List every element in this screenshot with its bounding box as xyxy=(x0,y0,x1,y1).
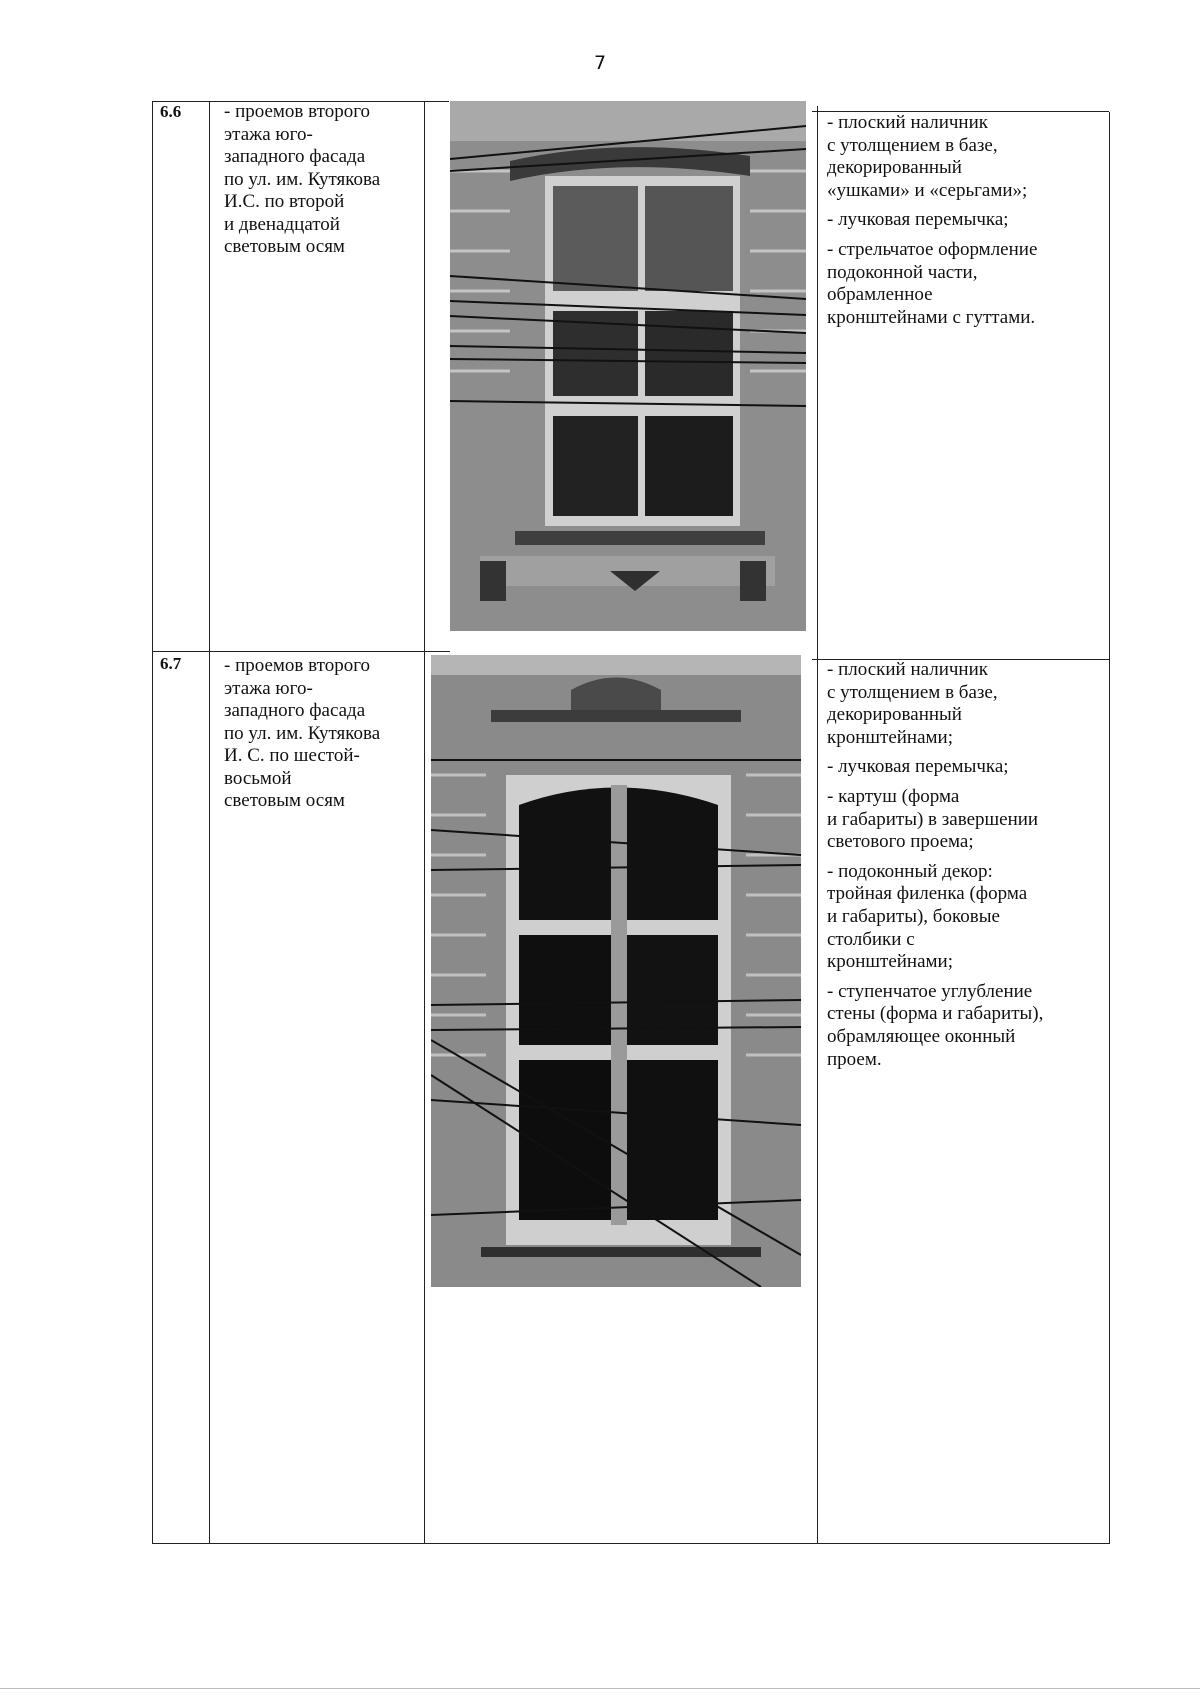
feature-item: - картуш (форма и габариты) в завершении светового проема; xyxy=(827,785,1039,853)
row-description: - проемов второго этажа юго- западного фасада по ул. им. Кутякова И. С. по шестой- восьмой световым осям xyxy=(224,655,381,811)
facade-window-photo xyxy=(431,655,801,1287)
row-number: 6.6 xyxy=(160,102,182,121)
feature-item: - плоский наличник с утолщением в базе, декорированный кронштейнами; xyxy=(827,659,998,748)
feature-item: - плоский наличник с утолщением в базе, декорированный «ушками» и «серьгами»; xyxy=(827,112,1028,201)
scan-edge-line xyxy=(0,1688,1200,1689)
row-features xyxy=(827,659,1043,1078)
feature-item: - стрельчатое оформление подоконной части, обрамленное кронштейнами с гуттами. xyxy=(827,238,1038,328)
feature-item: - лучковая перемычка; xyxy=(827,209,1009,231)
row-number: 6.7 xyxy=(160,654,182,673)
feature-item: - подоконный декор: тройная филенка (форма и габариты), боковые столбики с кронштейнами; xyxy=(827,860,1028,973)
row-description: - проемов второго этажа юго- западного фасада по ул. им. Кутякова И.С. по второй и двенадцатой световым осям xyxy=(224,101,381,257)
feature-item: - лучковая перемычка; xyxy=(827,756,1009,778)
facade-window-photo xyxy=(450,101,806,631)
feature-item: - ступенчатое углубление стены (форма и габариты), обрамляющее оконный проем. xyxy=(827,980,1044,1070)
row-features xyxy=(827,112,1037,336)
page-number: 7 xyxy=(593,52,607,74)
